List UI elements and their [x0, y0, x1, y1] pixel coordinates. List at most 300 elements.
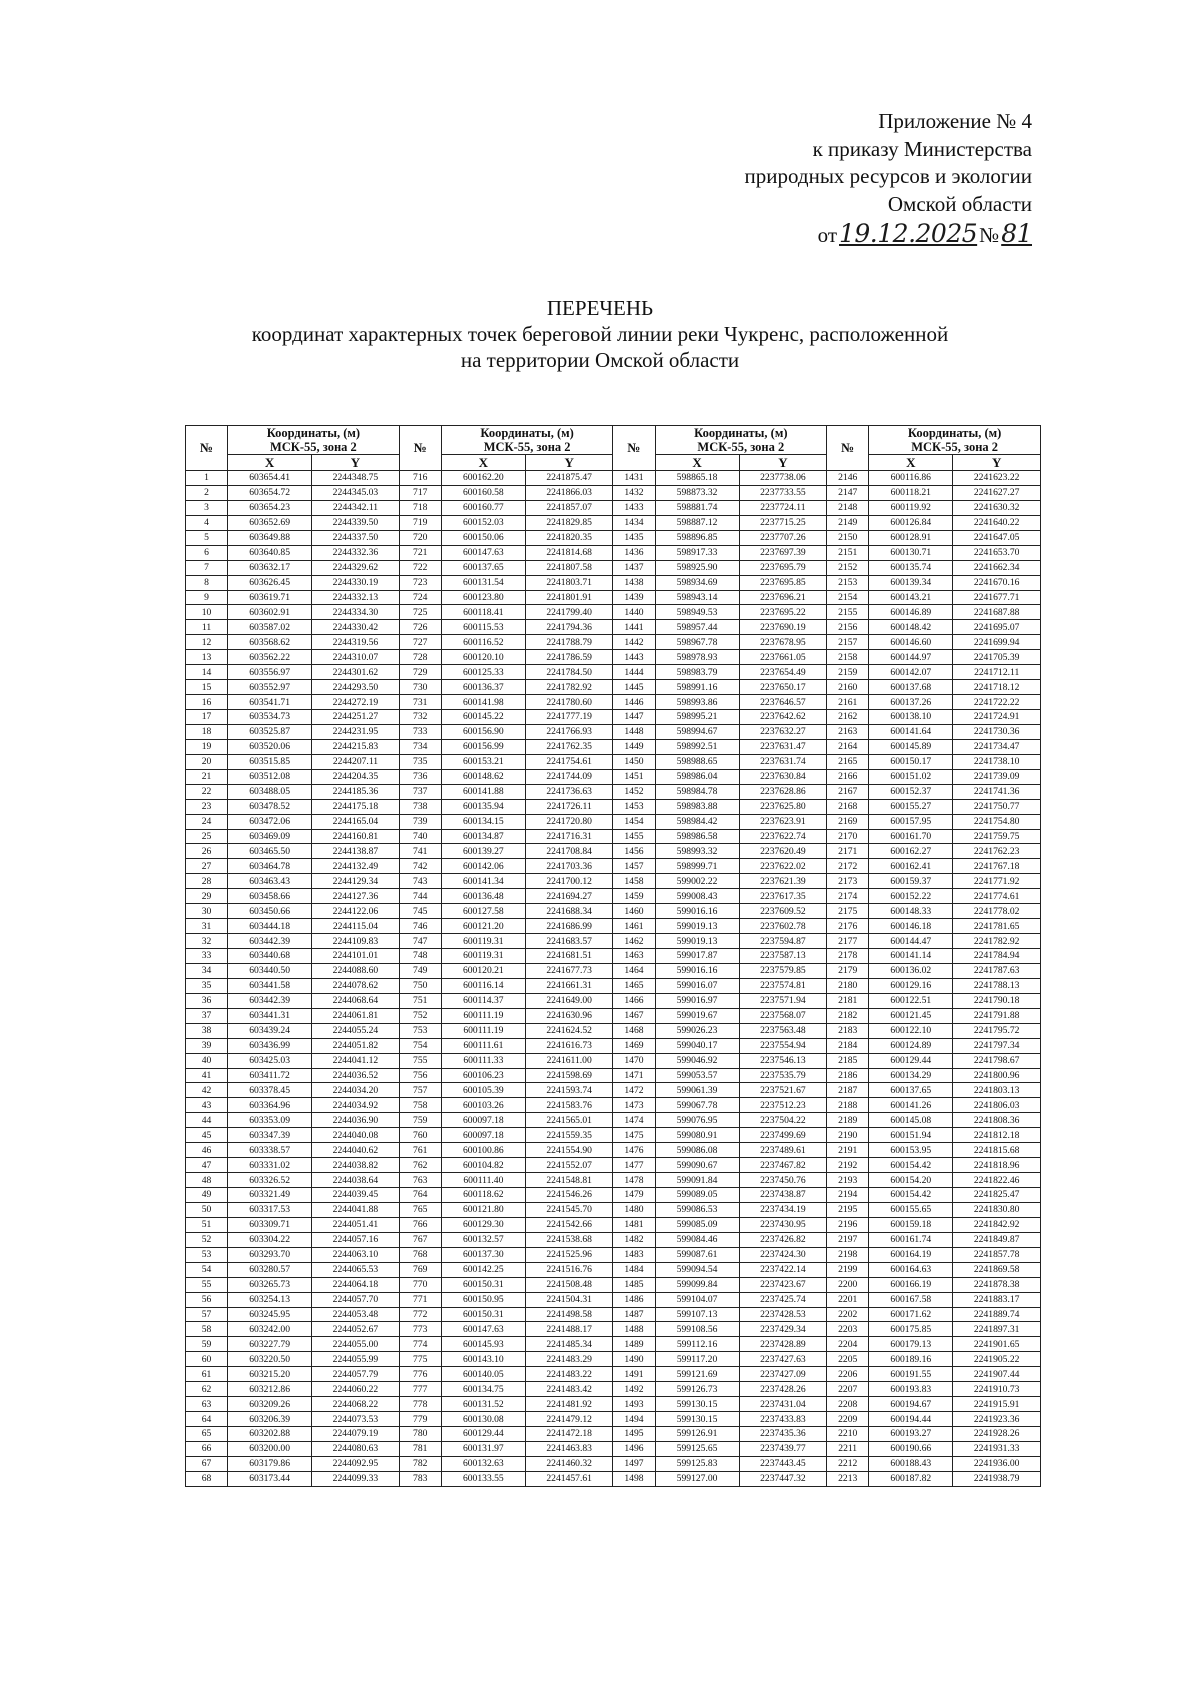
point-number: 1442 [613, 635, 655, 650]
y-coordinate: 2237642.62 [739, 710, 827, 725]
point-number: 2207 [827, 1382, 869, 1397]
y-coordinate: 2244065.53 [312, 1262, 400, 1277]
point-number: 26 [186, 844, 228, 859]
y-coordinate: 2241552.07 [525, 1158, 613, 1173]
appendix-line-1: Приложение № 4 [878, 109, 1032, 133]
y-coordinate: 2237628.86 [739, 784, 827, 799]
x-coordinate: 600141.64 [869, 724, 953, 739]
table-row [186, 515, 1041, 530]
y-coordinate: 2241694.27 [525, 889, 613, 904]
x-coordinate: 598873.32 [655, 485, 739, 500]
x-coordinate: 600148.62 [441, 769, 525, 784]
from-label: от [817, 223, 837, 247]
point-number: 1443 [613, 650, 655, 665]
y-coordinate: 2241647.05 [953, 530, 1041, 545]
x-coordinate: 598943.14 [655, 590, 739, 605]
point-number: 37 [186, 1008, 228, 1023]
x-coordinate: 600141.14 [869, 949, 953, 964]
y-coordinate: 2244332.13 [312, 590, 400, 605]
x-coordinate: 598995.21 [655, 710, 739, 725]
point-number: 11 [186, 620, 228, 635]
table-row [186, 934, 1041, 949]
x-coordinate: 603280.57 [228, 1262, 312, 1277]
y-coordinate: 2241460.32 [525, 1456, 613, 1471]
y-coordinate: 2244078.62 [312, 978, 400, 993]
x-coordinate: 600131.97 [441, 1441, 525, 1456]
point-number: 759 [399, 1113, 441, 1128]
y-coordinate: 2241708.84 [525, 844, 613, 859]
table-row [186, 963, 1041, 978]
coord-header [655, 426, 827, 455]
x-coordinate: 600154.20 [869, 1173, 953, 1188]
system-header-label: МСК-55, зона 2 [269, 440, 357, 454]
x-coordinate: 603242.00 [228, 1322, 312, 1337]
point-number: 2188 [827, 1098, 869, 1113]
table-row [186, 1128, 1041, 1143]
handwritten-date: 19.12.2025 [839, 219, 978, 248]
point-number: 33 [186, 949, 228, 964]
point-number: 741 [399, 844, 441, 859]
x-coordinate: 600159.37 [869, 874, 953, 889]
y-coordinate: 2244342.11 [312, 500, 400, 515]
point-number: 778 [399, 1397, 441, 1412]
x-coordinate: 600130.08 [441, 1412, 525, 1427]
y-coordinate: 2241883.17 [953, 1292, 1041, 1307]
y-coordinate: 2241762.23 [953, 844, 1041, 859]
y-coordinate: 2241777.19 [525, 710, 613, 725]
y-coordinate: 2241807.58 [525, 560, 613, 575]
point-number: 1437 [613, 560, 655, 575]
x-coordinate: 600146.89 [869, 605, 953, 620]
point-number: 2160 [827, 680, 869, 695]
x-coordinate: 600137.68 [869, 680, 953, 695]
title-heading: ПЕРЕЧЕНЬ [546, 296, 654, 320]
x-coordinate: 598993.32 [655, 844, 739, 859]
y-coordinate: 2244160.81 [312, 829, 400, 844]
y-coordinate: 2244345.03 [312, 485, 400, 500]
y-coordinate: 2237433.83 [739, 1412, 827, 1427]
point-number: 1461 [613, 919, 655, 934]
x-coordinate: 603173.44 [228, 1471, 312, 1486]
point-number: 729 [399, 665, 441, 680]
x-coordinate: 600139.34 [869, 575, 953, 590]
point-number: 779 [399, 1412, 441, 1427]
x-coordinate: 603425.03 [228, 1053, 312, 1068]
x-coordinate: 600134.15 [441, 814, 525, 829]
point-number: 1462 [613, 934, 655, 949]
y-coordinate: 2237587.13 [739, 949, 827, 964]
x-coordinate: 600123.80 [441, 590, 525, 605]
point-number: 10 [186, 605, 228, 620]
point-number: 1496 [613, 1441, 655, 1456]
y-coordinate: 2237434.19 [739, 1202, 827, 1217]
point-number: 748 [399, 949, 441, 964]
y-coordinate: 2244122.06 [312, 904, 400, 919]
table-row [186, 1038, 1041, 1053]
x-coordinate: 603515.85 [228, 754, 312, 769]
y-coordinate: 2241915.91 [953, 1397, 1041, 1412]
y-coordinate: 2237622.02 [739, 859, 827, 874]
y-coordinate: 2237427.63 [739, 1352, 827, 1367]
point-number: 776 [399, 1367, 441, 1382]
y-coordinate: 2241910.73 [953, 1382, 1041, 1397]
x-coordinate: 600122.10 [869, 1023, 953, 1038]
x-coordinate: 600154.42 [869, 1158, 953, 1173]
point-number: 1480 [613, 1202, 655, 1217]
point-number: 1441 [613, 620, 655, 635]
y-coordinate: 2244038.82 [312, 1158, 400, 1173]
point-number: 2206 [827, 1367, 869, 1382]
x-coordinate: 603265.73 [228, 1277, 312, 1292]
y-coordinate: 2241720.80 [525, 814, 613, 829]
point-number: 1438 [613, 575, 655, 590]
num-header: № [399, 426, 441, 471]
coord-header [441, 426, 613, 455]
point-number: 2194 [827, 1188, 869, 1203]
x-coordinate: 603347.39 [228, 1128, 312, 1143]
point-number: 61 [186, 1367, 228, 1382]
point-number: 733 [399, 724, 441, 739]
appendix-block [745, 108, 1032, 250]
x-coordinate: 598896.85 [655, 530, 739, 545]
document-title [0, 295, 1200, 373]
y-coordinate: 2241857.07 [525, 500, 613, 515]
x-coordinate: 603556.97 [228, 665, 312, 680]
x-coordinate: 603209.26 [228, 1397, 312, 1412]
y-coordinate: 2237499.69 [739, 1128, 827, 1143]
y-coordinate: 2244329.62 [312, 560, 400, 575]
y-coordinate: 2237623.91 [739, 814, 827, 829]
y-coordinate: 2241774.61 [953, 889, 1041, 904]
table-row [186, 769, 1041, 784]
y-coordinate: 2244251.27 [312, 710, 400, 725]
y-coordinate: 2244301.62 [312, 665, 400, 680]
y-coordinate: 2241794.36 [525, 620, 613, 635]
point-number: 1470 [613, 1053, 655, 1068]
x-coordinate: 600118.41 [441, 605, 525, 620]
y-coordinate: 2244215.83 [312, 739, 400, 754]
x-coordinate: 599099.84 [655, 1277, 739, 1292]
point-number: 1459 [613, 889, 655, 904]
point-number: 39 [186, 1038, 228, 1053]
y-coordinate: 2244165.04 [312, 814, 400, 829]
x-coordinate: 600145.93 [441, 1337, 525, 1352]
point-number: 1468 [613, 1023, 655, 1038]
y-coordinate: 2241842.92 [953, 1217, 1041, 1232]
point-number: 43 [186, 1098, 228, 1113]
x-coordinate: 603227.79 [228, 1337, 312, 1352]
y-coordinate: 2241712.11 [953, 665, 1041, 680]
point-number: 40 [186, 1053, 228, 1068]
point-number: 2159 [827, 665, 869, 680]
point-number: 9 [186, 590, 228, 605]
point-number: 777 [399, 1382, 441, 1397]
x-coordinate: 598984.78 [655, 784, 739, 799]
x-coordinate: 600137.65 [869, 1083, 953, 1098]
y-coordinate: 2241593.74 [525, 1083, 613, 1098]
point-number: 1455 [613, 829, 655, 844]
x-coordinate: 603552.97 [228, 680, 312, 695]
x-coordinate: 600104.82 [441, 1158, 525, 1173]
y-coordinate: 2241498.58 [525, 1307, 613, 1322]
point-number: 738 [399, 799, 441, 814]
y-coordinate: 2237622.74 [739, 829, 827, 844]
y-coordinate: 2241472.18 [525, 1427, 613, 1442]
y-coordinate: 2237554.94 [739, 1038, 827, 1053]
point-number: 1488 [613, 1322, 655, 1337]
y-header: Y [953, 455, 1041, 471]
x-coordinate: 600152.37 [869, 784, 953, 799]
point-number: 7 [186, 560, 228, 575]
y-coordinate: 2241866.03 [525, 485, 613, 500]
x-coordinate: 600097.18 [441, 1128, 525, 1143]
table-row [186, 1113, 1041, 1128]
x-coordinate: 600134.75 [441, 1382, 525, 1397]
point-number: 18 [186, 724, 228, 739]
point-number: 717 [399, 485, 441, 500]
point-number: 747 [399, 934, 441, 949]
y-coordinate: 2244068.64 [312, 993, 400, 1008]
x-coordinate: 600137.65 [441, 560, 525, 575]
y-coordinate: 2241784.50 [525, 665, 613, 680]
point-number: 29 [186, 889, 228, 904]
y-coordinate: 2241766.93 [525, 724, 613, 739]
y-coordinate: 2241662.34 [953, 560, 1041, 575]
table-row [186, 1262, 1041, 1277]
x-coordinate: 598994.67 [655, 724, 739, 739]
x-coordinate: 600145.89 [869, 739, 953, 754]
x-coordinate: 598986.04 [655, 769, 739, 784]
point-number: 1495 [613, 1427, 655, 1442]
x-coordinate: 599026.23 [655, 1023, 739, 1038]
point-number: 50 [186, 1202, 228, 1217]
point-number: 55 [186, 1277, 228, 1292]
y-coordinate: 2237428.53 [739, 1307, 827, 1322]
y-coordinate: 2244109.83 [312, 934, 400, 949]
y-coordinate: 2241508.48 [525, 1277, 613, 1292]
x-coordinate: 598957.44 [655, 620, 739, 635]
y-coordinate: 2241516.76 [525, 1262, 613, 1277]
x-coordinate: 603364.96 [228, 1098, 312, 1113]
point-number: 2165 [827, 754, 869, 769]
point-number: 737 [399, 784, 441, 799]
y-header: Y [739, 455, 827, 471]
x-coordinate: 600142.06 [441, 859, 525, 874]
x-coordinate: 600111.19 [441, 1008, 525, 1023]
x-coordinate: 600097.18 [441, 1113, 525, 1128]
coord-header-label: Координаты, (м) [907, 426, 1002, 440]
x-coordinate: 600145.08 [869, 1113, 953, 1128]
point-number: 736 [399, 769, 441, 784]
point-number: 735 [399, 754, 441, 769]
x-coordinate: 603626.45 [228, 575, 312, 590]
x-coordinate: 600121.80 [441, 1202, 525, 1217]
x-coordinate: 600121.20 [441, 919, 525, 934]
x-coordinate: 603632.17 [228, 560, 312, 575]
point-number: 1493 [613, 1397, 655, 1412]
x-coordinate: 600120.10 [441, 650, 525, 665]
x-coordinate: 603602.91 [228, 605, 312, 620]
y-coordinate: 2244055.24 [312, 1023, 400, 1038]
x-coordinate: 600144.97 [869, 650, 953, 665]
y-coordinate: 2241806.03 [953, 1098, 1041, 1113]
point-number: 2196 [827, 1217, 869, 1232]
table-row [186, 724, 1041, 739]
point-number: 1465 [613, 978, 655, 993]
x-coordinate: 600162.20 [441, 471, 525, 486]
point-number: 1476 [613, 1143, 655, 1158]
point-number: 2166 [827, 769, 869, 784]
point-number: 2185 [827, 1053, 869, 1068]
point-number: 2 [186, 485, 228, 500]
x-coordinate: 600189.16 [869, 1352, 953, 1367]
y-coordinate: 2241670.16 [953, 575, 1041, 590]
table-row [186, 635, 1041, 650]
y-coordinate: 2237695.22 [739, 605, 827, 620]
y-coordinate: 2237646.57 [739, 695, 827, 710]
point-number: 28 [186, 874, 228, 889]
x-coordinate: 600161.74 [869, 1232, 953, 1247]
point-number: 1452 [613, 784, 655, 799]
x-coordinate: 599046.92 [655, 1053, 739, 1068]
y-coordinate: 2241616.73 [525, 1038, 613, 1053]
y-coordinate: 2241504.31 [525, 1292, 613, 1307]
y-coordinate: 2244080.63 [312, 1441, 400, 1456]
y-coordinate: 2241479.12 [525, 1412, 613, 1427]
point-number: 35 [186, 978, 228, 993]
x-coordinate: 599086.08 [655, 1143, 739, 1158]
x-coordinate: 600143.21 [869, 590, 953, 605]
point-number: 63 [186, 1397, 228, 1412]
x-coordinate: 600141.34 [441, 874, 525, 889]
x-coordinate: 603353.09 [228, 1113, 312, 1128]
x-coordinate: 600143.10 [441, 1352, 525, 1367]
point-number: 2177 [827, 934, 869, 949]
x-coordinate: 603245.95 [228, 1307, 312, 1322]
number-sign: № [979, 223, 1000, 247]
x-coordinate: 599076.95 [655, 1113, 739, 1128]
table-row [186, 874, 1041, 889]
point-number: 726 [399, 620, 441, 635]
x-coordinate: 600194.67 [869, 1397, 953, 1412]
point-number: 66 [186, 1441, 228, 1456]
y-coordinate: 2241627.27 [953, 485, 1041, 500]
x-coordinate: 598967.78 [655, 635, 739, 650]
table-row [186, 904, 1041, 919]
x-coordinate: 599061.39 [655, 1083, 739, 1098]
x-coordinate: 603440.50 [228, 963, 312, 978]
x-coordinate: 603450.66 [228, 904, 312, 919]
point-number: 45 [186, 1128, 228, 1143]
y-coordinate: 2241825.47 [953, 1188, 1041, 1203]
x-coordinate: 603439.24 [228, 1023, 312, 1038]
x-coordinate: 603436.99 [228, 1038, 312, 1053]
table-row [186, 844, 1041, 859]
y-coordinate: 2241705.39 [953, 650, 1041, 665]
point-number: 53 [186, 1247, 228, 1262]
x-coordinate: 600179.13 [869, 1337, 953, 1352]
x-coordinate: 603568.62 [228, 635, 312, 650]
y-coordinate: 2241820.35 [525, 530, 613, 545]
point-number: 1456 [613, 844, 655, 859]
appendix-line-3: природных ресурсов и экологии [744, 164, 1032, 188]
x-coordinate: 599091.84 [655, 1173, 739, 1188]
y-coordinate: 2237435.36 [739, 1427, 827, 1442]
y-coordinate: 2244034.20 [312, 1083, 400, 1098]
y-coordinate: 2244051.82 [312, 1038, 400, 1053]
x-coordinate: 600159.18 [869, 1217, 953, 1232]
point-number: 1434 [613, 515, 655, 530]
x-coordinate: 600136.48 [441, 889, 525, 904]
x-coordinate: 600152.22 [869, 889, 953, 904]
table-row [186, 1143, 1041, 1158]
y-coordinate: 2241565.01 [525, 1113, 613, 1128]
point-number: 1482 [613, 1232, 655, 1247]
y-coordinate: 2241750.77 [953, 799, 1041, 814]
y-coordinate: 2241830.80 [953, 1202, 1041, 1217]
x-coordinate: 603378.45 [228, 1083, 312, 1098]
y-coordinate: 2244348.75 [312, 471, 400, 486]
y-coordinate: 2244319.56 [312, 635, 400, 650]
y-coordinate: 2244036.52 [312, 1068, 400, 1083]
table-row [186, 575, 1041, 590]
point-number: 60 [186, 1352, 228, 1367]
x-coordinate: 600156.99 [441, 739, 525, 754]
point-number: 752 [399, 1008, 441, 1023]
y-coordinate: 2237447.32 [739, 1471, 827, 1486]
x-coordinate: 600137.30 [441, 1247, 525, 1262]
y-coordinate: 2237738.06 [739, 471, 827, 486]
point-number: 751 [399, 993, 441, 1008]
point-number: 734 [399, 739, 441, 754]
y-coordinate: 2241583.76 [525, 1098, 613, 1113]
point-number: 2193 [827, 1173, 869, 1188]
x-coordinate: 598865.18 [655, 471, 739, 486]
x-coordinate: 600155.65 [869, 1202, 953, 1217]
x-coordinate: 598992.51 [655, 739, 739, 754]
y-coordinate: 2241483.29 [525, 1352, 613, 1367]
y-coordinate: 2237621.39 [739, 874, 827, 889]
x-coordinate: 598993.86 [655, 695, 739, 710]
point-number: 30 [186, 904, 228, 919]
point-number: 2157 [827, 635, 869, 650]
x-coordinate: 600166.19 [869, 1277, 953, 1292]
point-number: 2208 [827, 1397, 869, 1412]
coord-header [869, 426, 1041, 455]
y-coordinate: 2241759.75 [953, 829, 1041, 844]
num-header: № [186, 426, 228, 471]
table-row [186, 1337, 1041, 1352]
point-number: 753 [399, 1023, 441, 1038]
y-coordinate: 2244310.07 [312, 650, 400, 665]
y-coordinate: 2241538.68 [525, 1232, 613, 1247]
y-coordinate: 2241788.79 [525, 635, 613, 650]
y-coordinate: 2241485.34 [525, 1337, 613, 1352]
y-coordinate: 2237563.48 [739, 1023, 827, 1038]
point-number: 2154 [827, 590, 869, 605]
y-coordinate: 2241784.94 [953, 949, 1041, 964]
y-coordinate: 2237695.79 [739, 560, 827, 575]
x-coordinate: 600130.71 [869, 545, 953, 560]
point-number: 1486 [613, 1292, 655, 1307]
y-coordinate: 2244052.67 [312, 1322, 400, 1337]
point-number: 750 [399, 978, 441, 993]
x-coordinate: 600138.10 [869, 710, 953, 725]
point-number: 12 [186, 635, 228, 650]
x-coordinate: 600193.83 [869, 1382, 953, 1397]
x-coordinate: 599117.20 [655, 1352, 739, 1367]
y-coordinate: 2241700.12 [525, 874, 613, 889]
